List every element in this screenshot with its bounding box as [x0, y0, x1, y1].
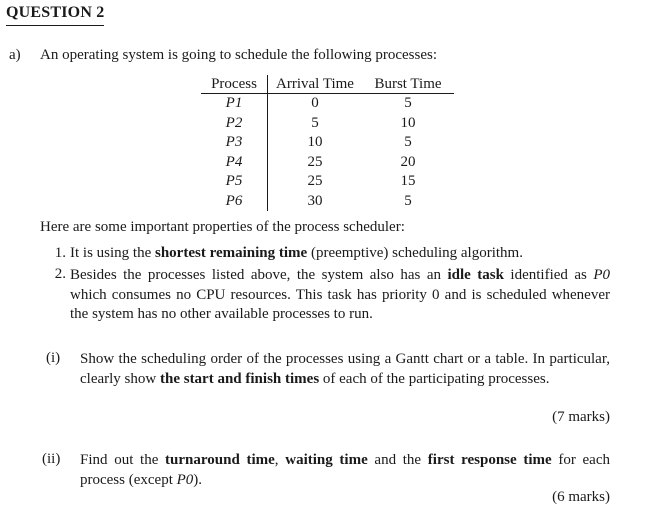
- process-name: P1: [201, 94, 268, 114]
- property-1-text: [70, 245, 523, 262]
- part-a-label: a): [9, 47, 21, 63]
- property-2-post: which consumes no CPU resources. This task has priority 0 and is scheduled whenever the system has no other available processes to run.: [70, 286, 610, 322]
- table-row: [201, 192, 454, 212]
- process-name: P3: [201, 133, 268, 153]
- arrival-time: 0: [311, 95, 319, 112]
- burst-time: 5: [404, 192, 412, 209]
- subquestion-i-marks: (7 marks): [552, 409, 610, 425]
- arrival-time: 30: [307, 192, 323, 209]
- subquestion-ii-mid: for each process (except: [80, 452, 610, 488]
- process-name: P2: [201, 114, 268, 134]
- subquestion-i-bold: the start and finish times: [159, 370, 320, 387]
- table-row: [201, 94, 454, 114]
- process-name: P5: [201, 172, 268, 192]
- subquestion-ii-marks: (6 marks): [552, 489, 610, 505]
- subquestion-ii-sep-2: and the: [367, 452, 428, 468]
- arrival-time: 25: [307, 153, 323, 170]
- table-row: [201, 133, 454, 153]
- table-row: [201, 153, 454, 173]
- subquestion-ii-italic: P0: [176, 471, 194, 488]
- subquestion-ii-bold-3: first response time: [427, 452, 552, 468]
- burst-time: 20: [400, 153, 416, 170]
- subquestion-ii-text: [80, 451, 610, 490]
- heading-underline: [6, 25, 104, 26]
- properties-intro: Here are some important properties of the process scheduler:: [40, 219, 405, 235]
- subquestion-i-label: (i): [46, 350, 61, 366]
- arrival-time: 10: [307, 134, 323, 151]
- subquestion-ii-pre: Find out the: [80, 452, 166, 468]
- property-2-mid: identified as: [503, 267, 594, 283]
- subquestion-i-pre: Show the scheduling order of the processes using a Gantt chart or a table. In particular, clearly show: [80, 351, 610, 387]
- property-2-pre: Besides the processes listed above, the system also has an: [70, 267, 448, 283]
- question-heading: QUESTION 2: [6, 4, 105, 21]
- property-number: 1.: [54, 245, 66, 261]
- process-name: P6: [201, 192, 268, 212]
- property-1-post: (preemptive) scheduling algorithm.: [307, 245, 523, 261]
- subquestion-ii-post: ).: [193, 471, 203, 488]
- property-2-italic: P0: [593, 267, 611, 283]
- header-burst-time: Burst Time: [362, 75, 454, 94]
- table-row: [201, 114, 454, 134]
- subquestion-ii-bold-1: turnaround time: [165, 452, 275, 468]
- subquestion-ii-label: (ii): [42, 451, 61, 467]
- property-2-text: [70, 266, 610, 325]
- arrival-time: 5: [311, 114, 319, 131]
- header-process: Process: [201, 75, 268, 94]
- subquestion-ii-sep-1: ,: [274, 452, 286, 468]
- arrival-time: 25: [307, 173, 323, 190]
- table-header-row: [201, 75, 454, 94]
- burst-time: 10: [400, 114, 416, 131]
- property-2-bold: idle task: [447, 267, 504, 283]
- header-arrival-time: Arrival Time: [268, 75, 363, 94]
- burst-time: 5: [404, 134, 412, 151]
- process-name: P4: [201, 153, 268, 173]
- property-1-bold: shortest remaining time: [155, 245, 308, 261]
- subquestion-ii-bold-2: waiting time: [285, 452, 368, 468]
- burst-time: 5: [404, 95, 412, 112]
- property-1-pre: It is using the: [70, 245, 155, 261]
- subquestion-i-post: of each of the participating processes.: [319, 370, 550, 387]
- burst-time: 15: [400, 173, 416, 190]
- part-a-intro: An operating system is going to schedule the following processes:: [40, 47, 438, 63]
- property-number: 2.: [54, 266, 66, 282]
- process-table: [201, 75, 454, 211]
- subquestion-i-text: [80, 350, 610, 389]
- table-row: [201, 172, 454, 192]
